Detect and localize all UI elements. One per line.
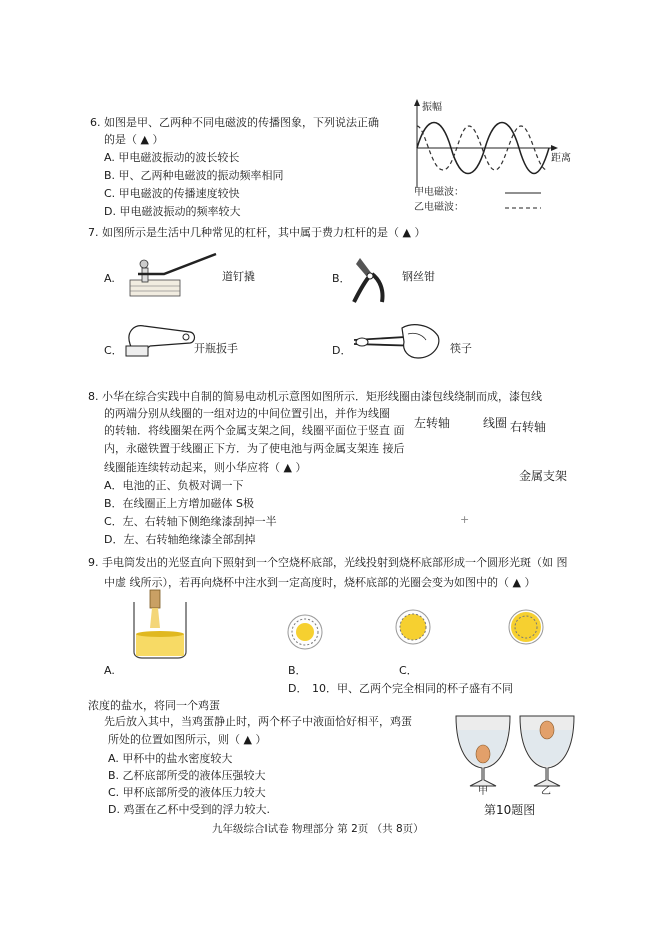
q7-name-b: 钢丝钳 — [402, 270, 435, 283]
q9-letter-d: D． — [288, 682, 308, 695]
q6-legend-yi: 乙电磁波： — [414, 202, 464, 213]
q6-stem-line2: 的是（ ▲ ） — [104, 133, 164, 146]
q8-line5: 线圈能连续转动起来，则小华应将（ ▲ ） — [104, 461, 307, 474]
q8-line1: 8. 小华在综合实践中自制的简易电动机示意图如图所示．矩形线圈由漆包线绕制而成，漆包线 — [88, 390, 542, 403]
q7-name-d: 筷子 — [450, 342, 472, 355]
page-footer: 九年级综合Ⅰ试卷 物理部分 第 2页 （共 8页） — [212, 823, 424, 835]
q8-line2: 的两端分别从线圈的一组对边的中间位置引出，并作为线圈 — [104, 407, 390, 420]
q8-option-b: B．在线圈正上方增加磁体 S极 — [104, 497, 255, 510]
q8-option-a: A．电池的正、负极对调一下 — [104, 479, 244, 492]
q10-option-a: A. 甲杯中的盐水密度较大 — [108, 752, 233, 765]
option-d-circle-icon — [506, 607, 546, 647]
q8-option-c: C．左、右转轴下侧绝缘漆刮掉一半 — [104, 515, 277, 528]
q10-cup-label-jia: 甲 — [478, 786, 488, 797]
q10-option-d: D. 鸡蛋在乙杯中受到的浮力较大. — [108, 803, 270, 816]
q9-line1: 9. 手电筒发出的光竖直向下照射到一个空烧杯底部，光线投射到烧杯底部形成一个圆形光斑（如 图 — [88, 556, 568, 569]
q8-label-bracket: 金属支架 — [519, 469, 568, 483]
q6-option-a: A. 甲电磁波振动的波长较长 — [104, 151, 240, 164]
q10-line1: 浓度的盐水，将同一个鸡蛋 — [88, 699, 220, 712]
q7-letter-c: C． — [104, 344, 123, 357]
q7-letter-d: D． — [332, 344, 352, 357]
q7-name-a: 道钉撬 — [222, 270, 255, 283]
q10-option-c: C. 甲杯底部所受的液体压力较大 — [108, 786, 266, 799]
q6-x-axis-label: 距离 — [551, 153, 571, 164]
bottle-opener-icon — [120, 318, 200, 358]
q10-stem-start: 10．甲、乙两个完全相同的杯子盛有不同 — [312, 682, 513, 695]
q6-legend-jia: 甲电磁波： — [414, 187, 464, 198]
q9-letter-c: C． — [399, 664, 418, 677]
q10-figure-caption: 第10题图 — [484, 803, 536, 817]
q6-y-axis-label: 振幅 — [422, 102, 442, 113]
q7-letter-b: B． — [332, 272, 351, 285]
q9-line2: 中虚 线所示），若再向烧杯中注水到一定高度时，烧杯底部的光圈会变为如图中的（ ▲ ） — [104, 576, 536, 589]
spike-lever-icon — [124, 250, 220, 300]
q6-option-d: D. 甲电磁波振动的频率较大 — [104, 205, 241, 218]
option-c-circle-icon — [393, 607, 433, 647]
q8-line3: 的转轴．将线圈架在两个金属支架之间，线圈平面位于竖直 面 — [104, 424, 405, 437]
q8-plus-mark: + — [460, 513, 470, 526]
chopsticks-icon — [352, 318, 444, 364]
q7-name-c: 开瓶扳手 — [194, 342, 238, 355]
q10-option-b: B. 乙杯底部所受的液体压强较大 — [108, 769, 266, 782]
q8-label-coil: 线圈 — [483, 416, 508, 430]
beaker-flashlight-image — [128, 588, 192, 660]
q9-letter-a: A. — [104, 664, 115, 677]
q7-letter-a: A. — [104, 272, 115, 285]
q9-letter-b: B． — [288, 664, 307, 677]
q6-stem-line1: 6. 如图是甲、乙两种不同电磁波的传播图象，下列说法正确 — [90, 116, 379, 129]
q6-option-b: B. 甲、乙两种电磁波的振动频率相同 — [104, 169, 284, 182]
q10-line3: 所处的位置如图所示，则（ ▲ ） — [108, 733, 267, 746]
egg-cups-image — [450, 710, 580, 790]
q8-label-left-axis: 左转轴 — [414, 416, 451, 430]
q7-stem: 7. 如图所示是生活中几种常见的杠杆，其中属于费力杠杆的是（ ▲ ） — [88, 226, 426, 239]
q8-option-d: D．左、右转轴绝缘漆全部刮掉 — [104, 533, 256, 546]
pliers-icon — [350, 254, 400, 304]
q6-option-c: C. 甲电磁波的传播速度较快 — [104, 187, 240, 200]
q10-line2: 先后放入其中，当鸡蛋静止时，两个杯子中液面恰好相平，鸡蛋 — [104, 715, 412, 728]
q8-label-right-axis: 右转轴 — [510, 420, 547, 434]
q8-line4: 内，永磁铁置于线圈正下方．为了使电池与两金属支架连 接后 — [104, 442, 405, 455]
option-b-circle-icon — [285, 612, 325, 652]
q10-cup-label-yi: 乙 — [541, 786, 551, 797]
